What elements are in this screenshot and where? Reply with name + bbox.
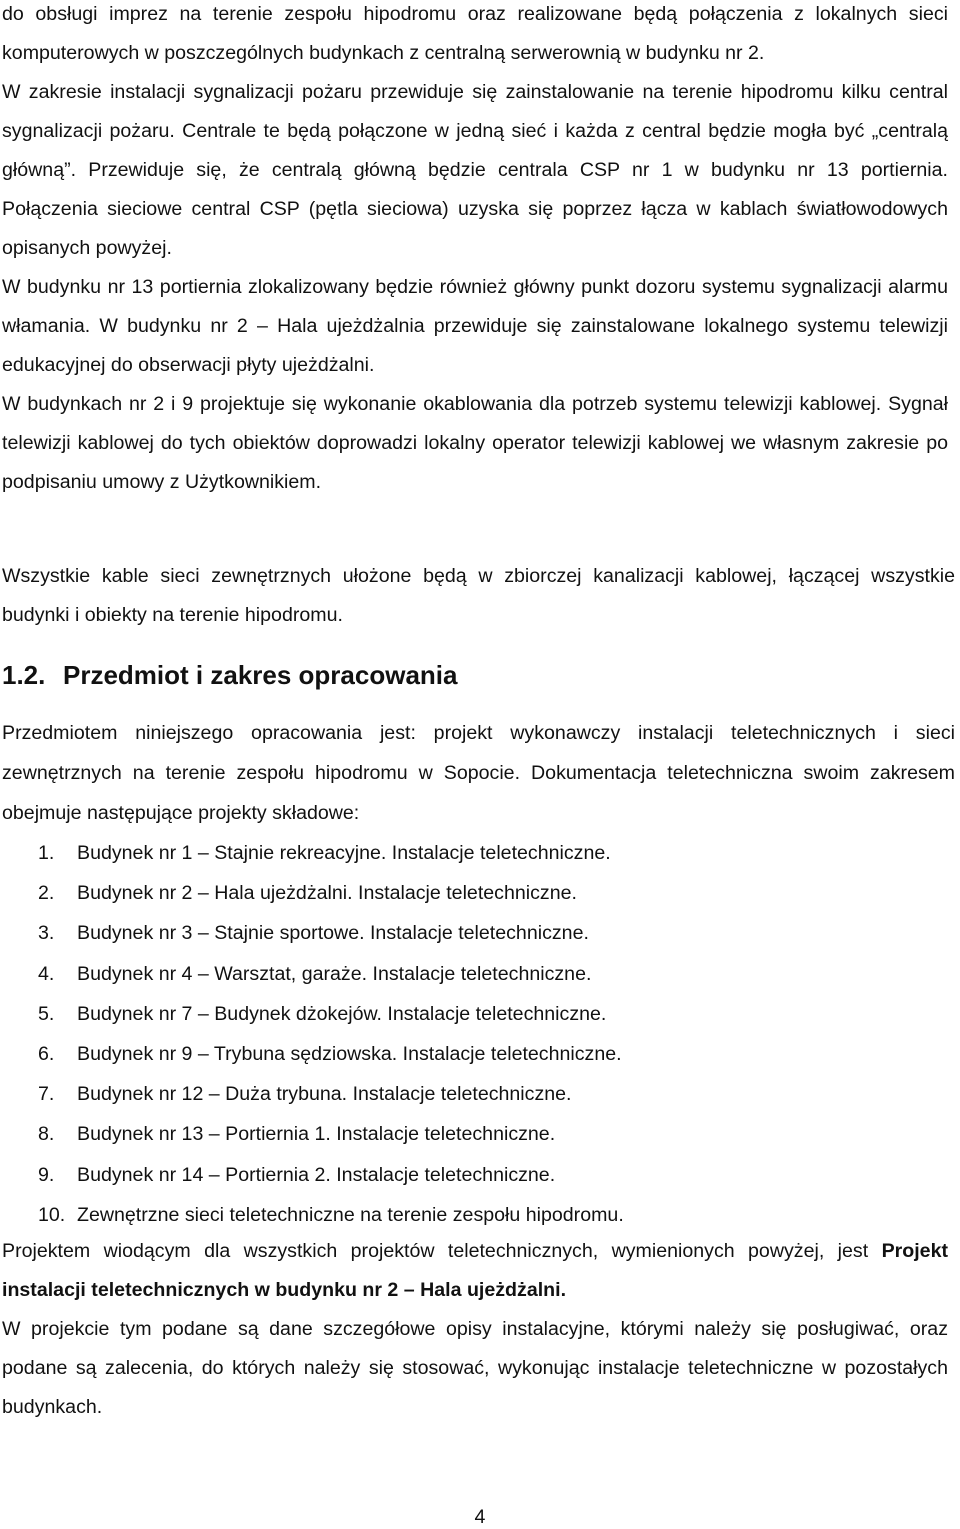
list-item <box>0 994 940 1034</box>
lead-text: Projektem wiodącym dla wszystkich projektów teletechnicznych, wymienionych powyżej, jest <box>2 1240 869 1262</box>
list-item <box>0 1114 940 1154</box>
list-item <box>0 1155 940 1195</box>
list-item-text: Budynek nr 9 – Trybuna sędziowska. Instalacje teletechniczne. <box>77 1043 622 1066</box>
paragraph: do obsługi imprez na terenie zespołu hipodromu oraz realizowane będą połączenia z lokalnych sieci komputerowych w poszczególnych budynkach z centralną serwerownią w budynku nr 2. <box>2 3 948 64</box>
paragraph: Wszystkie kable sieci zewnętrznych ułożone będą w zbiorczej kanalizacji kablowej, łączącej wszystkie budynki i obiekty na terenie hipodromu. <box>2 565 955 626</box>
list-item <box>0 1195 940 1235</box>
section-intro: Przedmiotem niniejszego opracowania jest: projekt wykonawczy instalacji teletechnicznych i sieci zewnętrznych na terenie zespołu hipodromu w Sopocie. Dokumentacja teletechniczna swoim zakresem obejmuje następujące projekty składowe: <box>2 722 955 824</box>
list-item-number: 8. <box>38 1123 55 1146</box>
list-item-text: Zewnętrzne sieci teletechniczne na terenie zespołu hipodromu. <box>77 1203 624 1226</box>
body-text-block <box>0 0 953 502</box>
list-item-number: 5. <box>38 1002 55 1025</box>
list-item-number: 2. <box>38 882 55 905</box>
list-item-number: 6. <box>38 1043 55 1066</box>
list-item-text: Budynek nr 1 – Stajnie rekreacyjne. Instalacje teletechniczne. <box>77 842 611 864</box>
list-item-text: Budynek nr 7 – Budynek dżokejów. Instalacje teletechniczne. <box>77 1002 607 1025</box>
list-item-text: Budynek nr 14 – Portiernia 2. Instalacje teletechniczne. <box>77 1163 556 1186</box>
list-item-number: 7. <box>38 1083 55 1106</box>
list-item <box>0 954 940 994</box>
list-item-number: 9. <box>38 1163 55 1186</box>
closing-text-block <box>0 1232 953 1427</box>
paragraph: W budynkach nr 2 i 9 projektuje się wykonanie okablowania dla potrzeb systemu telewizji kablowej. Sygnał telewizji kablowej do tych obiektów doprowadzi lokalny operator telewizji kablowej we własnym zakresie po podpisaniu umowy z Użytkownikiem. <box>2 393 948 493</box>
lead-project-bold: Projekt instalacji teletechnicznych w budynku nr 2 – Hala ujeżdżalni. <box>2 1240 948 1301</box>
paragraph: W budynku nr 13 portiernia zlokalizowany będzie również główny punkt dozoru systemu sygnalizacji alarmu włamania. W budynku nr 2 – Hala ujeżdżalnia przewiduje się zainstalowane lokalnego systemu telewizji edukacyjnej do obserwacji płyty ujeżdżalni. <box>2 276 948 376</box>
list-item-number: 1. <box>38 842 55 864</box>
paragraph <box>0 1232 953 1310</box>
list-item-text: Budynek nr 12 – Duża trybuna. Instalacje teletechniczne. <box>77 1083 572 1106</box>
section-number: 1.2. <box>2 660 46 690</box>
list-item-number: 3. <box>38 922 55 945</box>
list-item-number: 10. <box>38 1203 66 1226</box>
paragraph: W projekcie tym podane są dane szczegółowe opisy instalacyjne, którymi należy się posługiwać, oraz podane są zalecenia, do których należy się stosować, wykonując instalacje teletechniczne w pozostałych budynkach. <box>2 1318 948 1418</box>
list-item-number: 4. <box>38 962 55 985</box>
list-item <box>0 1034 940 1074</box>
paragraph: W zakresie instalacji sygnalizacji pożaru przewiduje się zainstalowanie na terenie hipodromu kilku central sygnalizacji pożaru. Centrale te będą połączone w jedną sieć i każda z central będzie mogła być „centralą główną”. Przewiduje się, że centralą główną będzie centrala CSP nr 1 w budynku nr 13 portiernia. Połączenia sieciowe central CSP (pętla sieciowa) uzyska się poprzez łącza w kablach światłowodowych opisanych powyżej. <box>2 81 948 259</box>
list-item <box>0 833 940 873</box>
list-item-text: Budynek nr 13 – Portiernia 1. Instalacje teletechniczne. <box>77 1123 556 1146</box>
list-item <box>0 913 940 953</box>
section-heading <box>2 655 942 695</box>
list-item-text: Budynek nr 2 – Hala ujeżdżalni. Instalacje teletechniczne. <box>77 882 577 905</box>
project-list <box>0 833 940 1235</box>
list-item-text: Budynek nr 4 – Warsztat, garaże. Instalacje teletechniczne. <box>77 962 592 985</box>
list-item <box>0 873 940 913</box>
page-number: 4 <box>474 1506 486 1528</box>
list-item-text: Budynek nr 3 – Stajnie sportowe. Instalacje teletechniczne. <box>77 922 589 945</box>
list-item <box>0 1074 940 1114</box>
section-title: Przedmiot i zakres opracowania <box>63 660 458 690</box>
